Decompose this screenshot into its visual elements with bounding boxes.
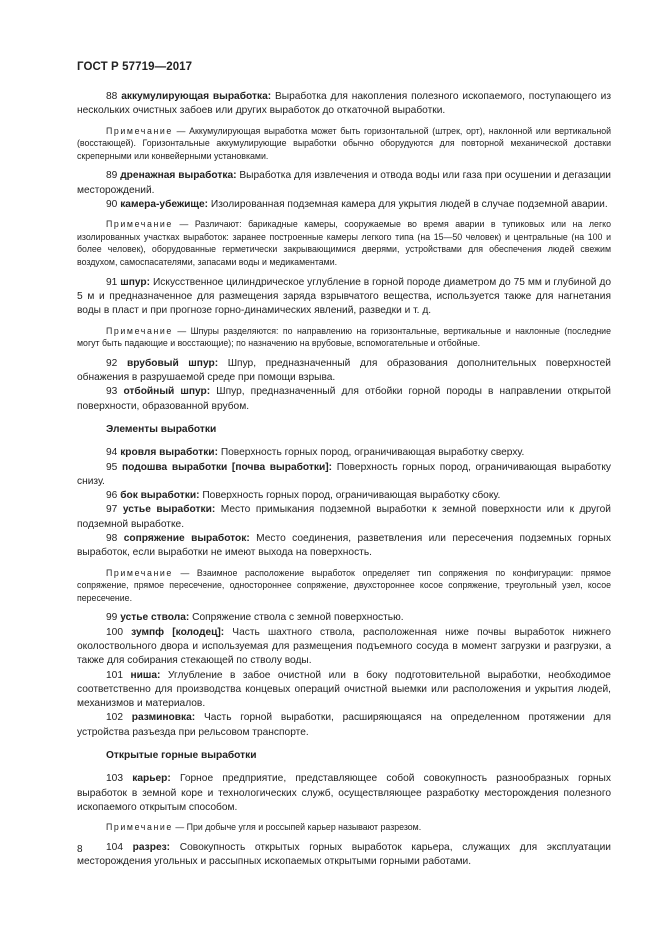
term-name: бок выработки: bbox=[120, 490, 200, 502]
term-name: кровля выработки: bbox=[120, 447, 218, 459]
note bbox=[77, 567, 611, 605]
term-name: ниша: bbox=[130, 669, 161, 681]
term-number: 102 bbox=[106, 712, 123, 724]
document-body bbox=[77, 90, 611, 869]
note bbox=[77, 125, 611, 163]
term-name: зумпф [колодец]: bbox=[131, 626, 225, 638]
term-name: дренажная выработка: bbox=[120, 170, 237, 182]
term-definition: Искусственное цилиндрическое углубление в горной породе диаметром до 75 мм и глубиной до 5 м и предназначенное для размещения заряда взрывчатого вещества, используется также для нагнетания воды в пласт и при прогнозе горно-динамических явлений, разведки и т. д. bbox=[77, 276, 611, 317]
term-definition: Часть шахтного ствола, расположенная ниже почвы выработок нижнего околоствольного двора и используемая для размещения подъемного сосуда в момент загрузки и разгрузки, а также для собирания стекающей по стволу воды. bbox=[77, 626, 611, 667]
term-number: 93 bbox=[106, 386, 118, 398]
term-number: 90 bbox=[106, 198, 118, 210]
note-label: Примечание bbox=[106, 125, 173, 136]
term-entry bbox=[77, 626, 611, 669]
term-name: аккумулирующая выработка: bbox=[121, 91, 272, 102]
term-number: 92 bbox=[106, 357, 118, 369]
note-label: Примечание bbox=[106, 219, 173, 230]
term-definition: Поверхность горных пород, ограничивающая выработку сверху. bbox=[220, 447, 525, 459]
term-name: шпур: bbox=[120, 276, 151, 288]
term-name: отбойный шпур: bbox=[123, 386, 211, 398]
term-number: 96 bbox=[106, 490, 118, 502]
term-number: 100 bbox=[106, 626, 123, 638]
note-text: — Взаимное расположение выработок определяет тип сопряжения по конфигурации: прямое сопряжение, прямое пересечение, одностороннее сопряжение, двухстороннее косое сопряжение, треугольный узел, косое пересечение. bbox=[77, 567, 611, 603]
term-definition: Шпур, предназначенный для образования дополнительных поверхностей обнажения в разрушаемой среде при помощи взрыва. bbox=[77, 357, 611, 384]
term-definition: Часть горной выработки, расширяющаяся на определенном протяжении для устройства разъезда при рельсовом транспорте. bbox=[77, 712, 611, 738]
term-entry bbox=[77, 611, 611, 625]
term-entry bbox=[77, 385, 611, 414]
note bbox=[77, 821, 611, 834]
term-name: разрез: bbox=[132, 841, 171, 853]
term-definition: Совокупность открытых горных выработок карьера, служащих для эксплуатации месторождения угольных и рассыпных ископаемых открытыми горными работами. bbox=[77, 841, 611, 868]
term-number: 95 bbox=[106, 461, 118, 473]
term-definition: Углубление в забое очистной или в боку подготовительной выработки, необходимое соответственно для производства концевых операций очистной выемки или расположения и укрытия людей, механизмов и материалов. bbox=[77, 669, 611, 710]
term-definition: Выработка для накопления полезного ископаемого, поступающего из нескольких очистных забоев или других выработок до откаточной выработки. bbox=[77, 91, 611, 117]
term-number: 97 bbox=[106, 504, 118, 516]
section-heading: Элементы выработки bbox=[106, 423, 217, 435]
note-text: — Различают: барикадные камеры, сооружаемые во время аварии в тупиковых или на легко изолированных участках выработок: заранее построенные камеры легкого типа (на 15—50 человек) и центральные (на 100 и более человек), оборудованные герметически закрывающимися дверями, устройствами для обеспечения людей свежим воздухом, самоспасателями, запасами воды и медикаментами. bbox=[77, 219, 611, 268]
term-number: 99 bbox=[106, 612, 118, 624]
term-definition: Поверхность горных пород, ограничивающая выработку снизу. bbox=[77, 461, 611, 487]
term-number: 94 bbox=[106, 447, 118, 459]
term-definition: Шпур, предназначенный для отбойки горной породы в направлении открытой поверхности, образованной врубом. bbox=[77, 386, 611, 412]
term-number: 104 bbox=[106, 841, 123, 853]
term-number: 91 bbox=[106, 276, 118, 288]
note-text: — Шпуры разделяются: по направлению на горизонтальные, вертикальные и наклонные (последние могут быть падающие и восстающие); по назначению на врубовые, вспомогательные и отбойные. bbox=[77, 325, 611, 349]
term-name: разминовка: bbox=[131, 712, 196, 724]
term-entry bbox=[77, 90, 611, 119]
term-entry bbox=[77, 357, 611, 386]
term-entry bbox=[77, 669, 611, 712]
term-definition: Горное предприятие, представляющее собой совокупность разнообразных горных выработок в земной коре и технологических служб, осуществляющее разработку месторождения полезного ископаемого открытым способом. bbox=[77, 773, 611, 813]
term-entry bbox=[77, 169, 611, 198]
document-header: ГОСТ Р 57719—2017 bbox=[77, 61, 193, 73]
term-number: 98 bbox=[106, 532, 118, 544]
term-name: камера-убежище: bbox=[120, 198, 209, 210]
term-definition: Место соединения, разветвления или пересечения подземных горных выработок, если выработки не имеют выхода на поверхность. bbox=[77, 532, 611, 559]
term-entry bbox=[77, 198, 611, 212]
term-definition: Изолированная подземная камера для укрытия людей в случае подземной аварии. bbox=[210, 198, 608, 210]
term-number: 89 bbox=[106, 170, 118, 182]
section-heading: Открытые горные выработки bbox=[106, 750, 257, 762]
term-definition: Поверхность горных пород, ограничивающая выработку сбоку. bbox=[202, 490, 501, 502]
term-entry bbox=[77, 276, 611, 319]
term-entry bbox=[77, 841, 611, 870]
term-entry bbox=[77, 772, 611, 815]
term-name: подошва выработки [почва выработки]: bbox=[121, 461, 333, 473]
term-entry bbox=[77, 532, 611, 561]
term-entry bbox=[77, 489, 611, 503]
note-label: Примечание bbox=[106, 567, 173, 578]
term-name: устье выработки: bbox=[122, 504, 216, 516]
term-entry bbox=[77, 446, 611, 460]
term-definition: Выработка для извлечения и отвода воды или газа при осушении и дегазации месторождений. bbox=[77, 170, 611, 196]
note bbox=[77, 218, 611, 268]
term-number: 103 bbox=[106, 773, 123, 785]
term-name: врубовый шпур: bbox=[126, 357, 219, 369]
term-entry bbox=[77, 503, 611, 532]
term-name: карьер: bbox=[132, 773, 171, 785]
term-entry bbox=[77, 461, 611, 490]
page-number: 8 bbox=[77, 844, 83, 855]
term-name: сопряжение выработок: bbox=[123, 532, 250, 544]
term-definition: Место примыкания подземной выработки к земной поверхности или к другой подземной выработке. bbox=[77, 504, 611, 530]
term-number: 101 bbox=[106, 669, 123, 681]
note-text: — Аккумулирующая выработка может быть горизонтальной (штрек, орт), наклонной или вертикальной (восстающей). Горизонтальные аккумулирующие выработки обычно оборудуются для повторной механической доставки скреперными или конвейерными установками. bbox=[77, 125, 611, 161]
note bbox=[77, 325, 611, 350]
note-text: — При добыче угля и россыпей карьер называют разрезом. bbox=[175, 822, 422, 833]
term-number: 88 bbox=[106, 91, 118, 102]
term-definition: Сопряжение ствола с земной поверхностью. bbox=[192, 612, 404, 624]
note-label: Примечание bbox=[106, 325, 173, 336]
term-name: устье ствола: bbox=[120, 612, 190, 624]
term-entry bbox=[77, 711, 611, 740]
note-label: Примечание bbox=[106, 822, 173, 833]
